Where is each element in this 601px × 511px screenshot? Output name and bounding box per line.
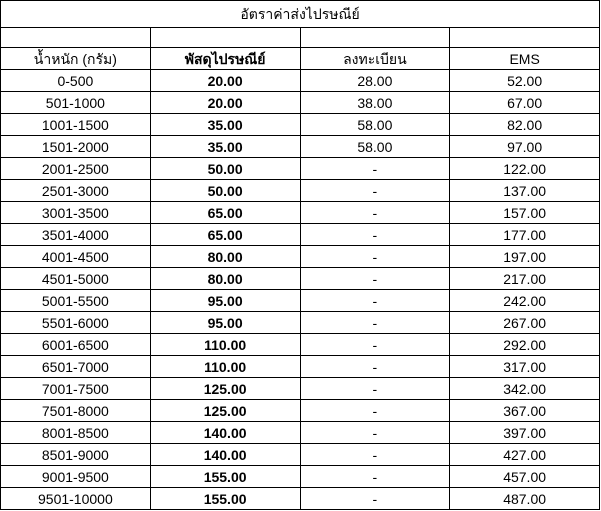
weight-cell: 0-500	[1, 70, 151, 92]
parcel-rate-cell: 35.00	[150, 136, 300, 158]
registered-rate-cell: -	[300, 488, 450, 510]
ems-rate-cell: 197.00	[450, 246, 600, 268]
registered-rate-cell: -	[300, 312, 450, 334]
weight-cell: 9501-10000	[1, 488, 151, 510]
ems-rate-cell: 487.00	[450, 488, 600, 510]
weight-cell: 3001-3500	[1, 202, 151, 224]
registered-rate-cell: -	[300, 444, 450, 466]
weight-cell: 7001-7500	[1, 378, 151, 400]
parcel-rate-cell: 80.00	[150, 268, 300, 290]
header-weight: น้ำหนัก (กรัม)	[1, 48, 151, 70]
parcel-rate-cell: 95.00	[150, 312, 300, 334]
weight-cell: 1001-1500	[1, 114, 151, 136]
registered-rate-cell: -	[300, 400, 450, 422]
ems-rate-cell: 267.00	[450, 312, 600, 334]
table-row	[1, 378, 600, 400]
parcel-rate-cell: 110.00	[150, 334, 300, 356]
ems-rate-cell: 177.00	[450, 224, 600, 246]
table-row	[1, 114, 600, 136]
table-row	[1, 136, 600, 158]
table-row	[1, 180, 600, 202]
weight-cell: 3501-4000	[1, 224, 151, 246]
ems-rate-cell: 457.00	[450, 466, 600, 488]
registered-rate-cell: -	[300, 224, 450, 246]
ems-rate-cell: 217.00	[450, 268, 600, 290]
parcel-rate-cell: 65.00	[150, 224, 300, 246]
weight-cell: 9001-9500	[1, 466, 151, 488]
registered-rate-cell: -	[300, 290, 450, 312]
ems-rate-cell: 367.00	[450, 400, 600, 422]
registered-rate-cell: -	[300, 356, 450, 378]
ems-rate-cell: 97.00	[450, 136, 600, 158]
parcel-rate-cell: 80.00	[150, 246, 300, 268]
weight-cell: 7501-8000	[1, 400, 151, 422]
registered-rate-cell: -	[300, 422, 450, 444]
spacer-cell	[450, 28, 600, 48]
ems-rate-cell: 82.00	[450, 114, 600, 136]
parcel-rate-cell: 95.00	[150, 290, 300, 312]
registered-rate-cell: 38.00	[300, 92, 450, 114]
header-parcel: พัสดุไปรษณีย์	[150, 48, 300, 70]
parcel-rate-cell: 110.00	[150, 356, 300, 378]
table-row	[1, 70, 600, 92]
registered-rate-cell: -	[300, 334, 450, 356]
weight-cell: 8001-8500	[1, 422, 151, 444]
weight-cell: 4501-5000	[1, 268, 151, 290]
parcel-rate-cell: 35.00	[150, 114, 300, 136]
table-row	[1, 334, 600, 356]
table-row	[1, 422, 600, 444]
header-registered: ลงทะเบียน	[300, 48, 450, 70]
parcel-rate-cell: 155.00	[150, 466, 300, 488]
weight-cell: 6001-6500	[1, 334, 151, 356]
weight-cell: 2001-2500	[1, 158, 151, 180]
parcel-rate-cell: 20.00	[150, 92, 300, 114]
parcel-rate-cell: 65.00	[150, 202, 300, 224]
table-row	[1, 356, 600, 378]
parcel-rate-cell: 125.00	[150, 378, 300, 400]
parcel-rate-cell: 140.00	[150, 422, 300, 444]
weight-cell: 4001-4500	[1, 246, 151, 268]
registered-rate-cell: 58.00	[300, 136, 450, 158]
table-row	[1, 92, 600, 114]
parcel-rate-cell: 125.00	[150, 400, 300, 422]
table-row	[1, 224, 600, 246]
ems-rate-cell: 137.00	[450, 180, 600, 202]
registered-rate-cell: -	[300, 268, 450, 290]
ems-rate-cell: 317.00	[450, 356, 600, 378]
table-row	[1, 202, 600, 224]
parcel-rate-cell: 20.00	[150, 70, 300, 92]
table-row	[1, 444, 600, 466]
table-row	[1, 158, 600, 180]
ems-rate-cell: 242.00	[450, 290, 600, 312]
table-row	[1, 466, 600, 488]
table-row	[1, 312, 600, 334]
table-title: อัตราค่าส่งไปรษณีย์	[1, 1, 600, 28]
parcel-rate-cell: 155.00	[150, 488, 300, 510]
registered-rate-cell: -	[300, 378, 450, 400]
weight-cell: 1501-2000	[1, 136, 151, 158]
header-ems: EMS	[450, 48, 600, 70]
ems-rate-cell: 427.00	[450, 444, 600, 466]
ems-rate-cell: 157.00	[450, 202, 600, 224]
registered-rate-cell: 28.00	[300, 70, 450, 92]
ems-rate-cell: 52.00	[450, 70, 600, 92]
registered-rate-cell: -	[300, 158, 450, 180]
registered-rate-cell: -	[300, 466, 450, 488]
parcel-rate-cell: 140.00	[150, 444, 300, 466]
registered-rate-cell: -	[300, 246, 450, 268]
registered-rate-cell: -	[300, 202, 450, 224]
table-row	[1, 400, 600, 422]
spacer-cell	[1, 28, 151, 48]
spacer-row	[1, 28, 600, 48]
weight-cell: 8501-9000	[1, 444, 151, 466]
ems-rate-cell: 122.00	[450, 158, 600, 180]
parcel-rate-cell: 50.00	[150, 158, 300, 180]
registered-rate-cell: -	[300, 180, 450, 202]
table-title-row	[1, 1, 600, 28]
table-row	[1, 246, 600, 268]
weight-cell: 501-1000	[1, 92, 151, 114]
weight-cell: 6501-7000	[1, 356, 151, 378]
registered-rate-cell: 58.00	[300, 114, 450, 136]
spacer-cell	[150, 28, 300, 48]
ems-rate-cell: 292.00	[450, 334, 600, 356]
spacer-cell	[300, 28, 450, 48]
table-row	[1, 268, 600, 290]
parcel-rate-cell: 50.00	[150, 180, 300, 202]
header-row	[1, 48, 600, 70]
ems-rate-cell: 397.00	[450, 422, 600, 444]
table-row	[1, 488, 600, 510]
table-row	[1, 290, 600, 312]
weight-cell: 2501-3000	[1, 180, 151, 202]
weight-cell: 5501-6000	[1, 312, 151, 334]
ems-rate-cell: 67.00	[450, 92, 600, 114]
weight-cell: 5001-5500	[1, 290, 151, 312]
ems-rate-cell: 342.00	[450, 378, 600, 400]
